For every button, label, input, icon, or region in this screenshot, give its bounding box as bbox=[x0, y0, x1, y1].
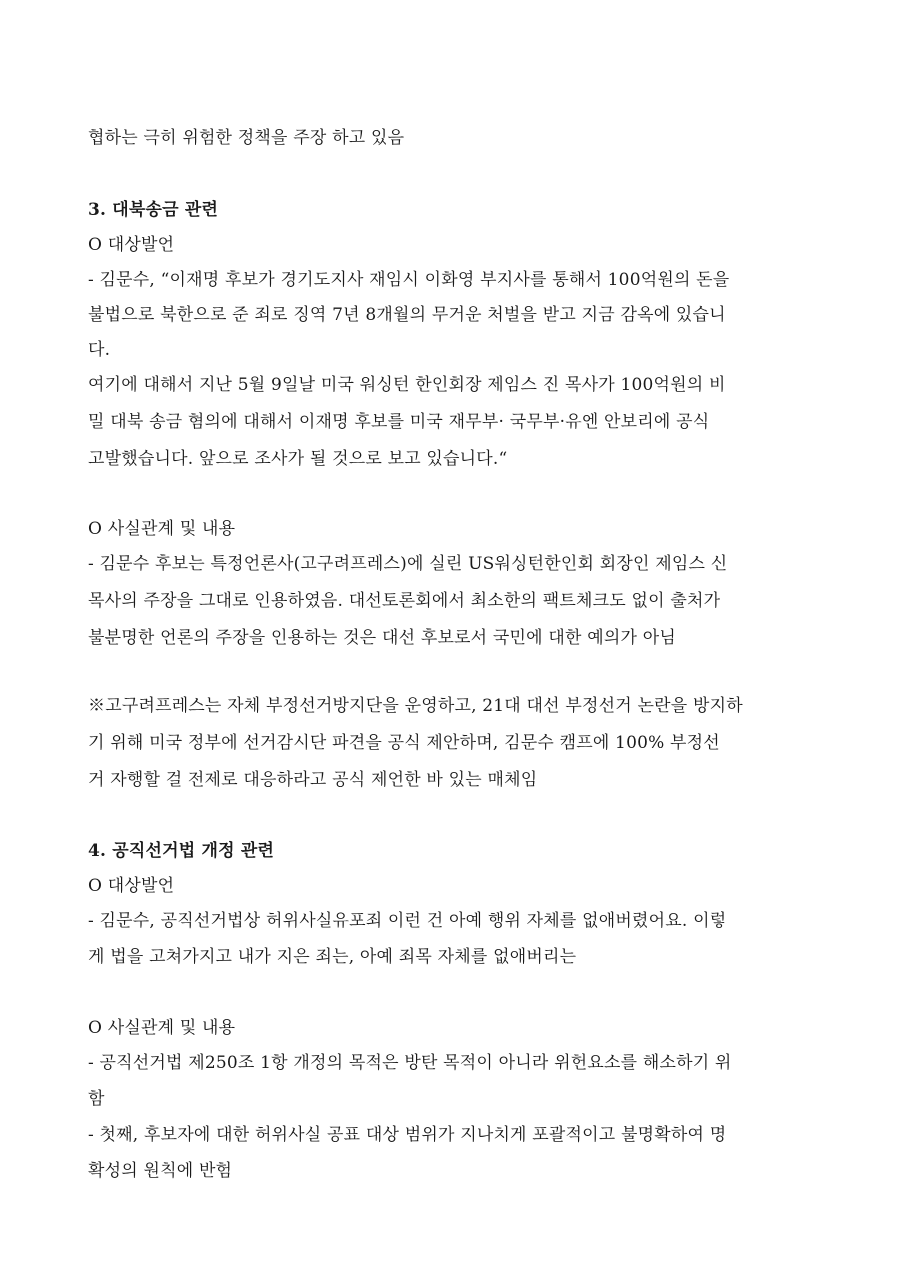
body-text-line: 불법으로 북한으로 준 죄로 징역 7년 8개월의 무거운 처벌을 받고 지금 감옥에 있습니 bbox=[88, 305, 726, 325]
body-text-line: 협하는 극히 위험한 정책을 주장 하고 있음 bbox=[88, 128, 405, 148]
body-text-line: 불분명한 언론의 주장을 인용하는 것은 대선 후보로서 국민에 대한 예의가 아님 bbox=[88, 628, 676, 648]
body-text-line: 여기에 대해서 지난 5월 9일날 미국 워싱턴 한인회장 제임스 진 목사가 100억원의 비 bbox=[88, 375, 726, 395]
body-text-line: 목사의 주장을 그대로 인용하였음. 대선토론회에서 최소한의 팩트체크도 없이 출처가 bbox=[88, 591, 721, 611]
body-text-line: - 공직선거법 제250조 1항 개정의 목적은 방탄 목적이 아니라 위헌요소를 해소하기 위 bbox=[88, 1053, 732, 1073]
body-text-line: - 김문수 후보는 특정언론사(고구려프레스)에 실린 US워싱턴한인회 회장인 제임스 신 bbox=[88, 554, 728, 574]
body-text-line: - 김문수, 공직선거법상 허위사실유포죄 이런 건 아예 행위 자체를 없애버렸어요. 이렇 bbox=[88, 911, 727, 931]
note-text-line: ※고구려프레스는 자체 부정선거방지단을 운영하고, 21대 대선 부정선거 논란을 방지하 bbox=[88, 696, 743, 716]
section-heading: 4. 공직선거법 개정 관련 bbox=[88, 841, 275, 861]
body-text-line: 밀 대북 송금 혐의에 대해서 이재명 후보를 미국 재무부· 국무부·유엔 안보리에 공식 bbox=[88, 412, 710, 432]
subheading-facts: O 사실관계 및 내용 bbox=[88, 519, 236, 539]
note-text-line: 거 자행할 걸 전제로 대응하라고 공식 제언한 바 있는 매체임 bbox=[88, 770, 538, 790]
body-text-line: 고발했습니다. 앞으로 조사가 될 것으로 보고 있습니다.“ bbox=[88, 449, 508, 469]
body-text-line: 함 bbox=[88, 1089, 105, 1109]
note-text-line: 기 위해 미국 정부에 선거감시단 파견을 공식 제안하며, 김문수 캠프에 100% 부정선 bbox=[88, 733, 720, 753]
subheading-target-statement: O 대상발언 bbox=[88, 876, 175, 896]
body-text-line: 게 법을 고쳐가지고 내가 지은 죄는, 아예 죄목 자체를 없애버리는 bbox=[88, 947, 577, 967]
body-text-line: 확성의 원칙에 반험 bbox=[88, 1161, 233, 1181]
body-text-line: - 첫째, 후보자에 대한 허위사실 공표 대상 범위가 지나치게 포괄적이고 불명확하여 명 bbox=[88, 1125, 727, 1145]
body-text-line: 다. bbox=[88, 340, 111, 360]
section-heading: 3. 대북송금 관련 bbox=[88, 200, 219, 220]
subheading-facts: O 사실관계 및 내용 bbox=[88, 1018, 236, 1038]
subheading-target-statement: O 대상발언 bbox=[88, 235, 175, 255]
body-text-line: - 김문수, “이재명 후보가 경기도지사 재임시 이화영 부지사를 통해서 100억원의 돈을 bbox=[88, 270, 730, 290]
